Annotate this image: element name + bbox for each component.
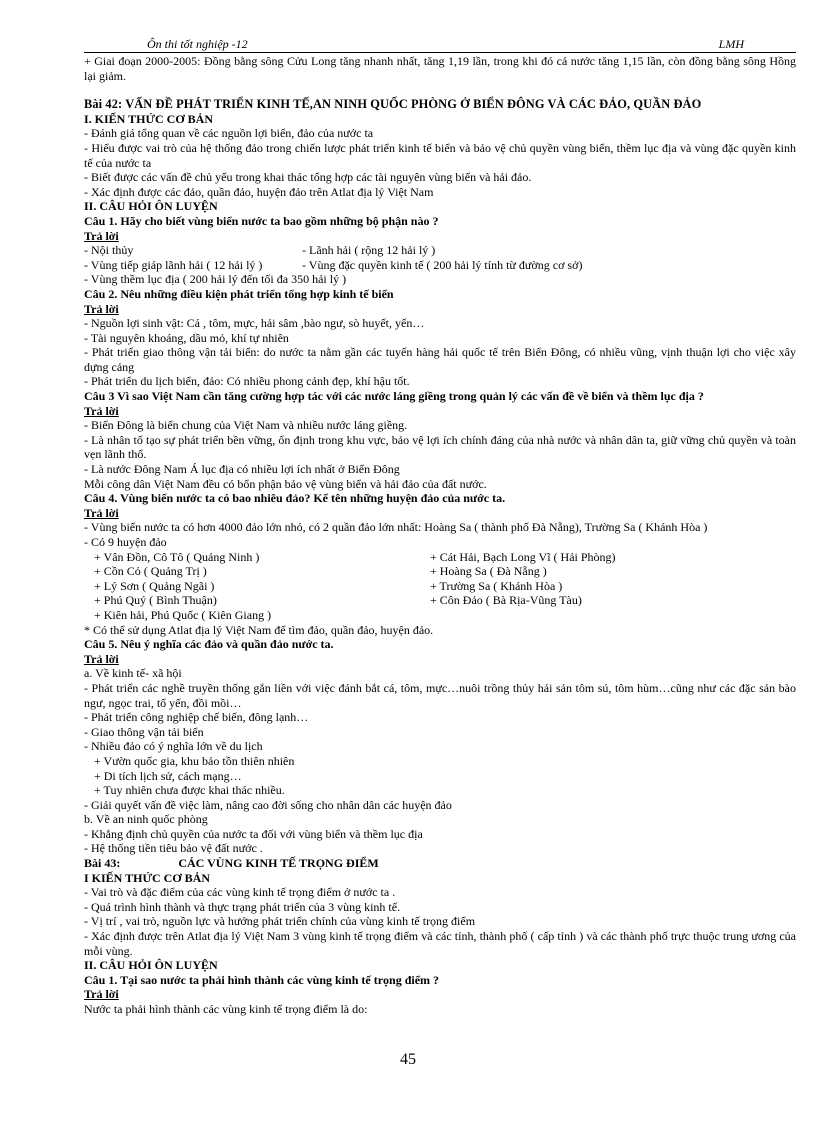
knowledge-item: - Vị trí , vai trò, nguồn lực và hướng phát triển chính của vùng kinh tế trọng điểm <box>84 914 476 929</box>
answer-label: Trả lời <box>84 505 119 520</box>
island-item: + Cồn Cỏ ( Quảng Trị ) <box>94 564 207 579</box>
page-header <box>84 37 796 52</box>
knowledge-item: - Hiểu được vai trò của hệ thống đảo trong chiến lược phát triển kinh tế biển và bảo vệ chủ quyền vùng biển, thềm lục địa và vùng đặc quyền kinh tế của nước ta <box>84 140 796 170</box>
lesson-43-label: Bài 43: <box>84 856 121 871</box>
knowledge-item: - Biết được các vấn đề chủ yếu trong khai thác tổng hợp các tài nguyên vùng biển và hải đảo. <box>84 170 532 185</box>
island-row <box>84 593 796 608</box>
answer-row <box>84 258 796 273</box>
lesson-42-title: Bài 42: VẤN ĐỀ PHÁT TRIỂN KINH TẾ,AN NINH QUỐC PHÒNG Ở BIỂN ĐÔNG VÀ CÁC ĐẢO, QUẦN ĐẢO <box>84 97 702 112</box>
island-item: + Trường Sa ( Khánh Hòa ) <box>430 578 563 593</box>
question-4: Câu 4. Vùng biển nước ta có bao nhiêu đảo? Kể tên những huyện đảo của nước ta. <box>84 491 506 506</box>
answer-line: - Là nhân tố tạo sự phát triển bền vững, ổn định trong khu vực, bảo vệ lợi ích chính đáng của nhà nước và nhân dân ta, giữ vững chủ quyền và toàn vẹn lãnh thổ. <box>84 432 796 462</box>
answer-subitem: + Vườn quốc gia, khu bảo tồn thiên nhiên <box>94 753 295 768</box>
answer-line: - Phát triển giao thông vận tải biển: do nước ta nằm gần các tuyến hàng hải quốc tế trên Biển Đông, có nhiều vũng, vịnh thuận lợi cho việc xây dựng cảng <box>84 345 796 374</box>
knowledge-item: - Xác định được các đảo, quần đảo, huyện đảo trên Atlat địa lý Việt Nam <box>84 184 434 199</box>
intro-paragraph: + Giai đoạn 2000-2005: Đồng bằng sông Cửu Long tăng nhanh nhất, tăng 1,19 lần, trong khi đó cả nước tăng 1,15 lần, còn đồng bằng sông Hồng lại giảm. <box>84 54 796 83</box>
answer-cell: - Vùng đặc quyền kinh tế ( 200 hải lý tính từ đường cơ sở) <box>302 257 583 272</box>
page-number: 45 <box>400 1051 416 1068</box>
knowledge-item: - Xác định được trên Atlat địa lý Việt Nam 3 vùng kinh tế trọng điểm và các tỉnh, thành phố ( cấp tỉnh ) và các thành phố trực thuộc trung ương của mỗi vùng. <box>84 929 796 958</box>
answer-line: - Giải quyết vấn đề việc làm, nâng cao đời sống cho nhân dân các huyện đảo <box>84 797 452 812</box>
answer-cell: - Lãnh hải ( rộng 12 hải lý ) <box>302 243 436 258</box>
answer-line: - Tài nguyên khoáng, dầu mỏ, khí tự nhiên <box>84 330 289 345</box>
answer-line: - Phát triển các nghề truyền thống gắn liền với việc đánh bắt cá, tôm, mực…nuôi trồng thủy hải sản tôm sú, tôm hùm…cũng như các đặc sản bào ngư, ngọc trai, tổ yến, đồi mồi… <box>84 680 796 710</box>
answer-label: Trả lời <box>84 301 119 316</box>
answer-line: - Là nước Đông Nam Á lục địa có nhiều lợi ích nhất ở Biển Đông <box>84 462 400 477</box>
section-heading: I KIẾN THỨC CƠ BẢN <box>84 870 211 885</box>
section-heading: II. CÂU HỎI ÔN LUYỆN <box>84 199 218 214</box>
answer-line: - Có 9 huyện đảo <box>84 535 167 549</box>
lesson-43-title <box>84 856 796 871</box>
question-3: Câu 3 Vì sao Việt Nam cần tăng cường hợp tác với các nước láng giềng trong quản lý các vấn đề về biển và thềm lục địa ? <box>84 389 704 404</box>
answer-line: Nước ta phải hình thành các vùng kinh tế trọng điểm là do: <box>84 1002 368 1016</box>
answer-line: b. Về an ninh quốc phòng <box>84 812 208 827</box>
answer-line: a. Về kinh tế- xã hội <box>84 666 182 681</box>
section-heading: I. KIẾN THỨC CƠ BẢN <box>84 111 214 126</box>
answer-label: Trả lời <box>84 987 119 1002</box>
answer-subitem: + Di tích lịch sử, cách mạng… <box>94 768 242 783</box>
header-right: LMH <box>718 37 744 51</box>
answer-line: - Khẳng định chủ quyền của nước ta đối với vùng biển và thềm lục địa <box>84 826 423 841</box>
note-line: * Có thể sử dụng Atlat địa lý Việt Nam để tìm đảo, quần đảo, huyện đảo. <box>84 622 434 637</box>
answer-row <box>84 243 796 258</box>
header-rule <box>84 52 796 53</box>
question-5: Câu 5. Nêu ý nghĩa các đảo và quần đảo nước ta. <box>84 637 334 652</box>
answer-line: - Vùng thềm lục địa ( 200 hải lý đến tối đa 350 hải lý ) <box>84 272 347 287</box>
answer-label: Trả lời <box>84 403 119 418</box>
knowledge-item: - Đánh giá tổng quan về các nguồn lợi biển, đảo của nước ta <box>84 126 374 141</box>
answer-label: Trả lời <box>84 228 119 243</box>
island-row <box>84 564 796 579</box>
island-item: + Cát Hải, Bạch Long Vĩ ( Hải Phòng) <box>430 549 616 564</box>
answer-line: - Phát triển công nghiệp chế biến, đông lạnh… <box>84 710 309 725</box>
answer-subitem: + Tuy nhiên chưa được khai thác nhiều. <box>94 783 285 798</box>
answer-line: - Biển Đông là biển chung của Việt Nam và nhiều nước láng giềng. <box>84 418 408 433</box>
answer-label: Trả lời <box>84 651 119 666</box>
island-item: + Vân Đồn, Cô Tô ( Quảng Ninh ) <box>94 549 260 564</box>
question-1: Câu 1. Tại sao nước ta phải hình thành các vùng kinh tế trọng điểm ? <box>84 972 440 987</box>
knowledge-item: - Quá trình hình thành và thực trạng phát triển của 3 vùng kinh tế. <box>84 899 401 914</box>
answer-line: - Phát triển du lịch biển, đảo: Có nhiều phong cảnh đẹp, khí hậu tốt. <box>84 374 410 389</box>
header-left: Ôn thi tốt nghiệp -12 <box>147 37 248 51</box>
island-row <box>84 550 796 565</box>
island-row <box>84 579 796 594</box>
island-item: + Lý Sơn ( Quảng Ngãi ) <box>94 578 215 593</box>
question-1: Câu 1. Hãy cho biết vùng biển nước ta bao gồm những bộ phận nào ? <box>84 213 439 228</box>
lesson-43-name: CÁC VÙNG KINH TẾ TRỌNG ĐIỂM <box>178 856 379 871</box>
island-item: + Hoàng Sa ( Đà Nẵng ) <box>430 564 547 579</box>
section-heading: II. CÂU HỎI ÔN LUYỆN <box>84 958 218 973</box>
answer-line: - Nhiều đảo có ý nghĩa lớn về du lịch <box>84 739 263 754</box>
answer-cell: - Vùng tiếp giáp lãnh hải ( 12 hải lý ) <box>84 257 263 272</box>
answer-line: - Giao thông vận tải biển <box>84 724 204 739</box>
answer-line: - Hệ thống tiền tiêu bảo vệ đất nước . <box>84 841 263 856</box>
document-page <box>84 37 796 1017</box>
knowledge-item: - Vai trò và đặc điểm của các vùng kinh tế trọng điểm ở nước ta . <box>84 885 396 900</box>
island-item: + Côn Đảo ( Bà Rịa-Vũng Tàu) <box>430 593 582 608</box>
answer-line: - Nguồn lợi sinh vật: Cá , tôm, mực, hải sâm ,bào ngư, sò huyết, yến… <box>84 316 425 331</box>
answer-line: Mỗi công dân Việt Nam đều có bổn phận bảo vệ vùng biển và hải đảo của đất nước. <box>84 476 487 491</box>
island-item: + Phú Quý ( Bình Thuận) <box>94 593 217 608</box>
question-2: Câu 2. Nêu những điều kiện phát triển tổng hợp kinh tế biển <box>84 286 394 301</box>
answer-line: - Vùng biển nước ta có hơn 4000 đảo lớn nhỏ, có 2 quần đảo lớn nhất: Hoàng Sa ( thành phố Đà Nẵng), Trường Sa ( Khánh Hòa ) <box>84 520 708 535</box>
island-item: + Kiên hải, Phú Quốc ( Kiên Giang ) <box>94 607 272 622</box>
answer-cell: - Nội thủy <box>84 243 134 258</box>
